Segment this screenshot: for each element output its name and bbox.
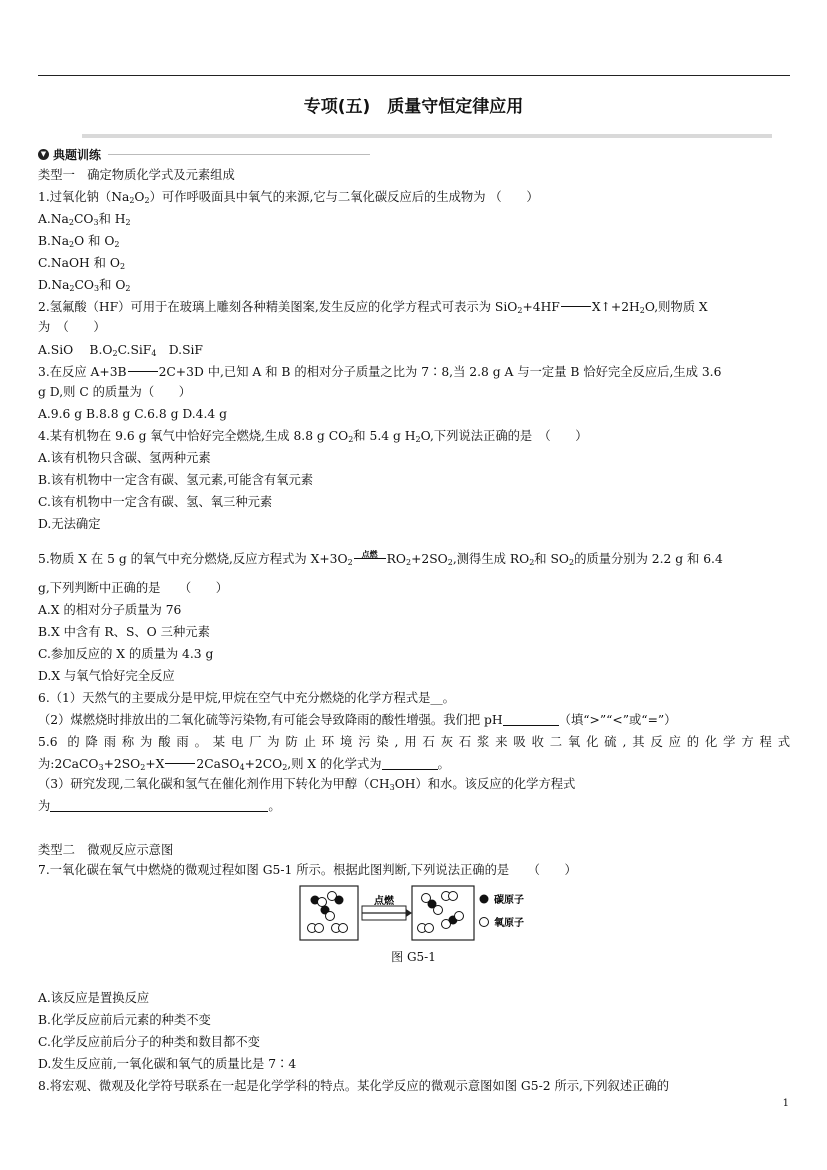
answer-blank[interactable] [382,757,438,770]
q2-stem: 2.氢氟酸（HF）可用于在玻璃上雕刻各种精美图案,发生反应的化学方程式可表示为 SiO$_2$+4HF $X↑+2H_2O$,则物质 X [38,300,708,315]
q4-option-b: B.该有机物中一定含有碳、氢元素,可能含有氧元素 [38,473,314,487]
q5-stem: 5.物质 X 在 5 g 的氧气中充分燃烧,反应方程式为 $X+3O_2$ 点燃 $RO_2+2SO_2$,测得生成 $RO_2$和 $SO_2$的质量分别为 2.2 g 和 6.4 [38,550,723,567]
q5-option-a: A.X 的相对分子质量为 76 [38,603,182,617]
equals-sign-icon [128,371,158,372]
q3-stem: 3.在反应 A+3B 2C+3D 中,已知 A 和 B 的相对分子质量之比为 7∶8,当 2.8 g A 与一定量 B 恰好完全反应后,生成 3.6 [38,365,722,379]
q2-stem-cont: 为 （ ） [38,320,106,334]
q6-line-6: 为 。 [38,799,281,813]
oxygen-atom-legend-icon [480,918,489,927]
q5-stem-cont: g,下列判断中正确的是 （ ） [38,581,229,595]
q7-stem: 7.一氧化碳在氧气中燃烧的微观过程如图 G5-1 所示。根据此图判断,下列说法正确的是 （ ） [38,863,577,877]
q3-stem-cont: g D,则 C 的质量为（ ） [38,385,192,399]
o2-molecule [332,924,348,933]
carbon-atom-legend-icon [480,895,489,904]
q8-stem: 8.将宏观、微观及化学符号联系在一起是化学学科的特点。某化学反应的微观示意图如图 G5-2 所示,下列叙述正确的 [38,1079,670,1093]
q7-option-a: A.该反应是置换反应 [38,991,150,1005]
co2-molecule [418,924,434,933]
q6-line-2: （2）煤燃烧时排放出的二氧化硫等污染物,有可能会导致降雨的酸性增强。我们把 pH （填“>”“<”或“=”） [38,713,677,727]
q1-option-d: $D.Na_2CO_3$和 $O_2$ [38,278,131,293]
q1-option-a: $A.Na_2CO_3$和 $H_2$ [38,212,131,227]
equals-sign-icon [165,763,195,764]
title-underline-bar [82,134,772,138]
section-header-label: 典题训练 [53,148,102,162]
q1-option-c: C.NaOH 和 $O_2$ [38,256,126,271]
q1-stem: 1.过氧化钠$(Na_2O_2)$可作呼吸面具中氧气的来源,它与二氧化碳反应后的生成物为 （ ） [38,190,539,205]
answer-blank[interactable] [503,713,559,726]
reaction-diagram [298,884,538,944]
header-rule [38,75,790,76]
q2-options: A.SiO $B.O_2C.SiF_4$ D.SiF [38,343,203,358]
q7-option-c: C.化学反应前后分子的种类和数目都不变 [38,1035,260,1049]
legend-oxygen: 氧原子 [494,918,524,929]
section-header [38,146,101,163]
equals-sign-icon [561,306,591,307]
page-number: 1 [782,1098,789,1109]
q6-line-1: 6.（1）天然气的主要成分是甲烷,甲烷在空气中充分燃烧的化学方程式是__。 [38,691,455,705]
q3-options: A.9.6 g B.8.8 g C.6.8 g D.4.4 g [38,407,228,421]
chevron-down-icon: ▼ [38,149,49,160]
type1-heading: 类型一 确定物质化学式及元素组成 [38,168,235,182]
q4-option-c: C.该有机物中一定含有碳、氢、氧三种元素 [38,495,273,509]
figure-caption: 图 G5-1 [391,950,436,964]
q6-line-4: 为$:2CaCO_3+2SO_2+X$ $2CaSO_4+2CO_2$,则 X 的化学式为 。 [38,757,450,772]
answer-blank[interactable] [50,799,268,812]
type2-heading: 类型二 微观反应示意图 [38,843,174,857]
legend-carbon: 碳原子 [494,895,524,906]
q4-stem: 4.某有机物在 9.6 g 氧气中恰好完全燃烧,生成 8.8 g $CO_2$和 5.4 g $H_2O$,下列说法正确的是 （ ） [38,429,588,444]
q7-option-b: B.化学反应前后元素的种类不变 [38,1013,211,1027]
q4-option-a: A.该有机物只含碳、氢两种元素 [38,451,211,465]
q4-option-d: D.无法确定 [38,517,101,531]
page-title: 专项(五) 质量守恒定律应用 [303,97,524,117]
section-divider [108,154,370,155]
q5-option-b: B.X 中含有 R、S、O 三种元素 [38,625,210,639]
q6-line-5: （3）研究发现,二氧化碳和氢气在催化剂作用下转化为甲醇$(CH_3OH)$和水。该反应的化学方程式 [38,777,576,792]
q7-option-d: D.发生反应前,一氧化碳和氧气的质量比是 7∶4 [38,1057,297,1071]
q1-option-b: $B.Na_2O$ 和 $O_2$ [38,234,120,249]
diagram-condition: 点燃 [374,896,394,907]
o2-molecule [308,924,324,933]
q5-option-c: C.参加反应的 X 的质量为 4.3 g [38,647,214,661]
o2-molecule [442,892,458,901]
q5-option-d: D.X 与氧气恰好完全反应 [38,669,175,683]
reaction-arrow: 点燃 [354,558,386,559]
q6-line-3: 5.6 的降雨称为酸雨。某电厂为防止环境污染,用石灰石浆来吸收二氧化硫,其反应的化学方程式 [38,735,790,749]
